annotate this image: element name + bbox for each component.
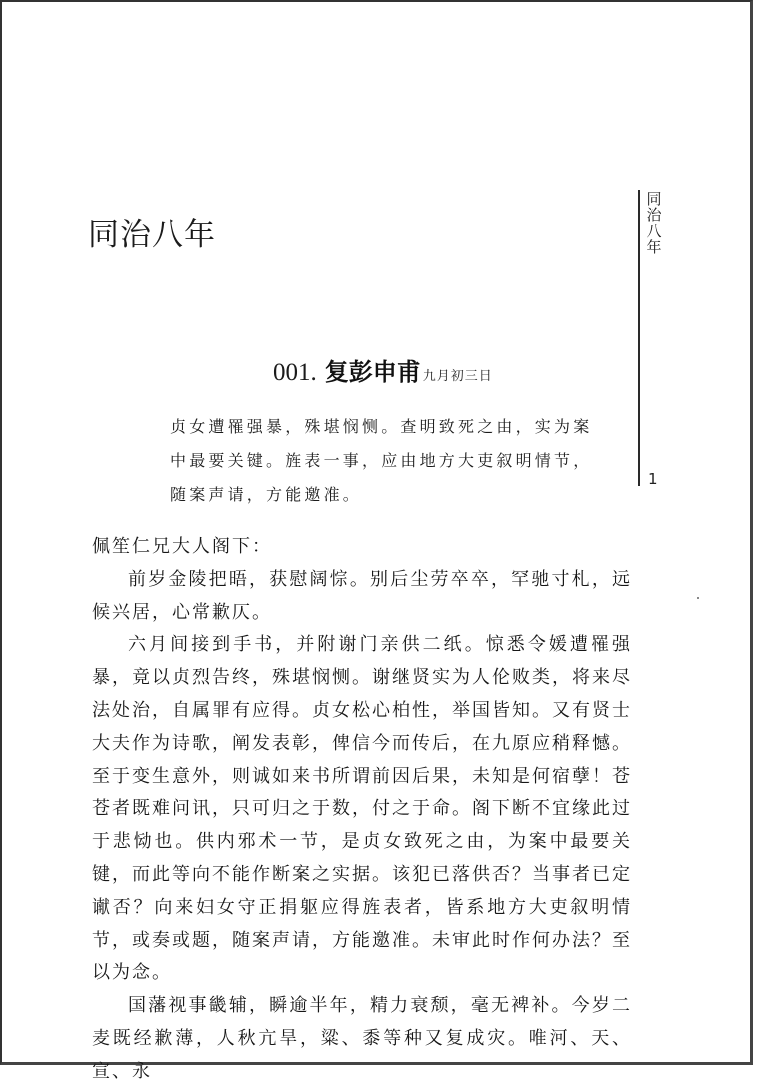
letter-abstract — [170, 410, 600, 512]
letter-heading — [273, 352, 493, 387]
letter-body — [92, 531, 632, 1089]
side-tab-chapter — [645, 191, 663, 255]
scan-speck — [697, 597, 699, 599]
letter-number: 001. — [273, 359, 317, 386]
side-tab-char: 治 — [646, 206, 662, 224]
page-number: 1 — [648, 470, 658, 488]
letter-recipient: 复彭申甫 — [324, 358, 421, 386]
abstract-line: 贞女遭罹强暴，殊堪悯恻。查明致死之由，实为案 — [170, 417, 593, 436]
body-paragraph: 前岁金陵把晤，获慰阔悰。别后尘劳卒卒，罕驰寸札，远候兴居，心常歉仄。 — [92, 568, 632, 623]
abstract-line: 中最要关键。旌表一事，应由地方大吏叙明情节， — [170, 451, 593, 470]
body-paragraph: 国藩视事畿辅，瞬逾半年，精力衰颓，毫无裨补。今岁二麦既经歉薄，人秋亢旱，粱、黍等种又复成灾。唯河、天、宣、永 — [92, 995, 632, 1082]
letter-date: 九月初三日 — [422, 369, 493, 384]
side-tab-char: 同 — [646, 190, 662, 208]
side-divider-rule — [638, 190, 640, 486]
body-paragraph: 六月间接到手书，并附谢门亲供二纸。惊悉令媛遭罹强暴，竟以贞烈告终，殊堪悯恻。谢继贤实为人伦败类，将来尽法处治，自属罪有应得。贞女松心柏性，举国皆知。又有贤士大夫作为诗歌，阐发表彰，俾信今而传后，在九原应稍释憾。至于变生意外，则诚如来书所谓前因后果，未知是何宿孽！苍苍者既难问讯，只可归之于数，付之于命。阁下断不宜缘此过于悲恸也。供内邪术一节，是贞女致死之由，为案中最要关键，而此等向不能作断案之实据。该犯已落供否？当事者已定谳否？向来妇女守正捐躯应得旌表者，皆系地方大吏叙明情节，或奏或题，随案声请，方能邀准。未审此时作何办法？至以为念。 — [92, 634, 632, 984]
abstract-line: 随案声请，方能邀准。 — [170, 485, 363, 504]
side-tab-char: 八 — [646, 222, 662, 240]
salutation: 佩笙仁兄大人阁下： — [92, 536, 272, 557]
chapter-title: 同治八年 — [88, 216, 216, 253]
side-tab-char: 年 — [646, 238, 662, 256]
